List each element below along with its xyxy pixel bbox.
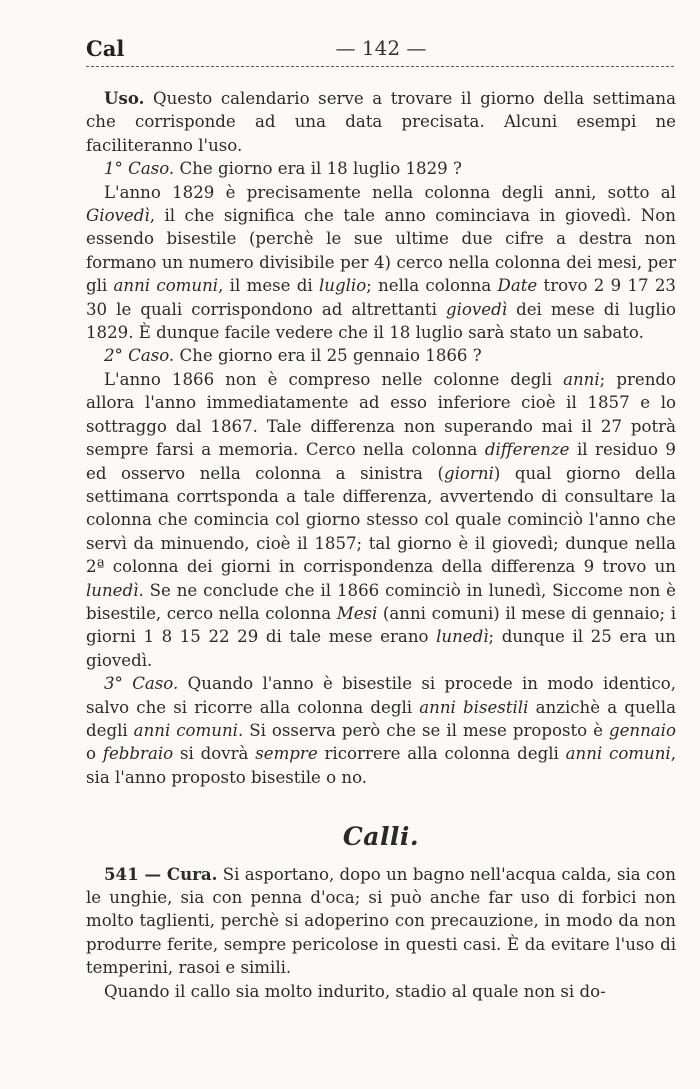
- text-run: Quando l'anno è bisestile si procede in modo identico, salvo che si ricorre alla colonna degli: [86, 674, 676, 717]
- text-run: ricorrere alla colonna degli: [317, 744, 566, 764]
- italic-text: lunedì: [436, 627, 489, 647]
- text-run: ; prendo allora l'anno immediatamente ad esso inferiore cioè il 1857 e lo sottraggo dal 1867. Tale differenza non superando mai il 27 potrà sempre farsi a memoria. Cerco nella colonna: [86, 369, 677, 460]
- italic-text: anni comuni: [133, 720, 238, 740]
- text-run: , sia l'anno proposto bisestile o no.: [86, 744, 677, 787]
- italic-text: anni bisestili: [419, 697, 529, 717]
- text-run: Questo calendario serve a trovare il giorno della settimana che corrisponde ad una data precisata. Alcuni esempi ne faciliteranno l'uso.: [86, 89, 676, 155]
- italic-text: luglio: [318, 276, 367, 296]
- italic-text: 3° Caso.: [104, 674, 179, 694]
- text-run: . Si osserva però che se il mese proposto è: [237, 720, 609, 740]
- italic-text: Mesi: [336, 603, 378, 623]
- text-run: Quando il callo sia molto indurito, stadio al quale non si do-: [104, 981, 606, 1001]
- text-run: , il che significa che tale anno cominciava in giovedì. Non essendo bisestile (perchè le sue ultime due cifre a destra non formano un numero divisibile per 4) cerco nella colonna dei mesi, per gli: [86, 206, 676, 296]
- italic-text: Date: [497, 276, 538, 296]
- paragraph: [86, 157, 676, 180]
- text-run: Si asportano, dopo un bagno nell'acqua calda, sia con le unghie, sia con penna d'oca; si può anche far uso di forbici non molto taglienti, perchè si adoperino con precauzione, in modo da non produrre ferite, sempre pericolose in questi casi. È da evitare l'uso di temperini, rasoi e simili.: [86, 864, 676, 978]
- italic-text: 1° Caso.: [104, 159, 175, 179]
- italic-text: differenze: [484, 440, 570, 460]
- text-run: ) qual giorno della settimana corrtsponda a tale differenza, avvertendo di consultare la colonna che comincia col giorno stesso col quale cominciò l'anno che servì da minuendo, cioè il 1857; tal giorno è il giovedì; dunque nella 2ª colonna dei giorni in corrispondenza della differenza 9 trovo un: [86, 463, 676, 577]
- text-run: (anni comuni) il mese di gennaio; i giorni 1 8 15 22 29 di tale mese erano: [86, 603, 677, 647]
- text-run: Che giorno era il 25 gennaio 1866 ?: [174, 346, 482, 366]
- text-run: il residuo 9 ed osservo nella colonna a sinistra (: [86, 440, 676, 483]
- italic-text: 2° Caso.: [104, 346, 175, 366]
- text-run: . Se ne conclude che il 1866 cominciò in lunedì, Siccome non è bisestile, cerco nella colonna: [86, 580, 676, 623]
- text-run: si dovrà: [173, 744, 256, 764]
- calendar-usage-section: [86, 87, 676, 789]
- italic-text: giovedì: [445, 299, 508, 319]
- paragraph: [86, 863, 676, 980]
- header-rule: [86, 66, 674, 67]
- text-run: , il mese di: [218, 276, 319, 296]
- text-run: Che giorno era il 18 luglio 1829 ?: [174, 159, 462, 179]
- text-run: L'anno 1866 non è compreso nelle colonne degli: [104, 369, 564, 389]
- italic-text: gennaio: [608, 720, 676, 740]
- paragraph: [86, 980, 676, 1003]
- running-head: Cal: [86, 36, 125, 61]
- paragraph: [86, 181, 676, 345]
- italic-text: giorni: [443, 463, 494, 483]
- text-run: ; nella colonna: [366, 276, 498, 296]
- text-run: trovo 2 9 17 23 30 le quali corrispondono ad altrettanti: [86, 276, 676, 319]
- body-text: [86, 87, 676, 1003]
- bold-text: 541 — Cura.: [104, 863, 218, 884]
- italic-text: anni comuni: [565, 744, 671, 764]
- italic-text: anni comuni: [113, 276, 219, 296]
- text-run: o: [86, 744, 103, 764]
- text-run: L'anno 1829 è precisamente nella colonna degli anni, sotto al: [104, 182, 676, 202]
- page-header: [86, 36, 676, 66]
- paragraph: [86, 672, 676, 789]
- bold-text: Uso.: [104, 88, 145, 108]
- text-run: dei mese di luglio 1829. È dunque facile vedere che il 18 luglio sarà stato un sabato.: [86, 299, 677, 343]
- page-number: — 142 —: [335, 36, 427, 60]
- paragraph: [86, 368, 676, 672]
- section-title: Calli.: [342, 822, 420, 852]
- text-run: ; dunque il 25 era un giovedì.: [86, 627, 676, 670]
- calli-section: [86, 863, 676, 1003]
- paragraph: [86, 344, 676, 367]
- italic-text: febbraio: [102, 744, 174, 764]
- italic-text: anni: [563, 369, 600, 389]
- italic-text: sempre: [255, 744, 318, 764]
- italic-text: lunedì: [86, 580, 139, 600]
- paragraph: [86, 87, 676, 157]
- text-run: anzichè a quella degli: [86, 697, 676, 740]
- italic-text: Giovedì: [86, 206, 150, 226]
